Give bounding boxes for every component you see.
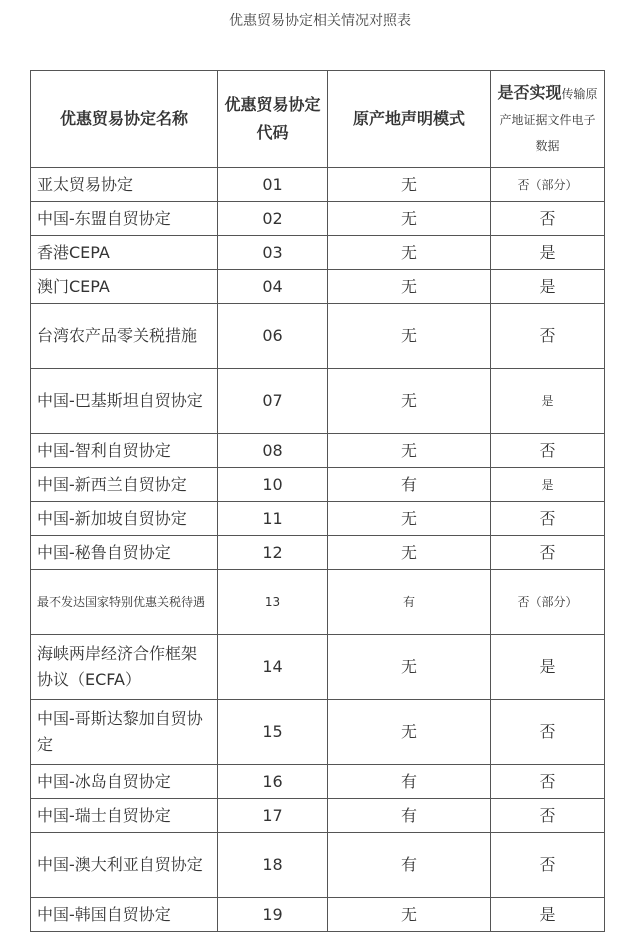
table-row — [31, 369, 605, 434]
table-row — [31, 700, 605, 765]
table-row — [31, 468, 605, 502]
electronic-data-cell: 是 — [491, 236, 605, 270]
agreement-name-cell: 中国-澳大利亚自贸协定 — [31, 833, 218, 898]
agreement-code-cell: 16 — [218, 765, 328, 799]
page-title: 优惠贸易协定相关情况对照表 — [229, 13, 411, 29]
electronic-data-cell: 否 — [491, 502, 605, 536]
electronic-data-cell: 是 — [491, 369, 605, 434]
declaration-mode-cell: 无 — [328, 502, 491, 536]
electronic-data-cell: 是 — [491, 468, 605, 502]
declaration-mode-cell: 无 — [328, 202, 491, 236]
electronic-data-cell: 否 — [491, 202, 605, 236]
electronic-data-cell: 是 — [491, 635, 605, 700]
electronic-data-cell: 否（部分） — [491, 168, 605, 202]
agreement-name-cell: 中国-冰岛自贸协定 — [31, 765, 218, 799]
electronic-data-cell: 否 — [491, 765, 605, 799]
electronic-data-cell: 否（部分） — [491, 570, 605, 635]
agreement-code-cell: 18 — [218, 833, 328, 898]
declaration-mode-cell: 无 — [328, 536, 491, 570]
agreement-name-cell: 亚太贸易协定 — [31, 168, 218, 202]
table-row — [31, 898, 605, 932]
agreement-name-cell: 香港CEPA — [31, 236, 218, 270]
agreement-code-cell: 01 — [218, 168, 328, 202]
header-electronic-data-rest: 传输原产地证据文件电子数据 — [499, 86, 598, 153]
electronic-data-cell: 否 — [491, 304, 605, 369]
electronic-data-cell: 否 — [491, 799, 605, 833]
agreement-code-cell: 08 — [218, 434, 328, 468]
agreement-code-cell: 03 — [218, 236, 328, 270]
agreement-code-cell: 11 — [218, 502, 328, 536]
agreement-code-cell: 06 — [218, 304, 328, 369]
table-row — [31, 202, 605, 236]
table-row — [31, 536, 605, 570]
declaration-mode-cell: 无 — [328, 270, 491, 304]
agreement-name-cell: 最不发达国家特别优惠关税待遇 — [31, 570, 218, 635]
electronic-data-cell: 否 — [491, 434, 605, 468]
table-row — [31, 434, 605, 468]
table-row — [31, 833, 605, 898]
electronic-data-cell: 是 — [491, 898, 605, 932]
agreement-code-cell: 10 — [218, 468, 328, 502]
agreement-name-cell: 澳门CEPA — [31, 270, 218, 304]
agreement-name-cell: 中国-巴基斯坦自贸协定 — [31, 369, 218, 434]
agreement-code-cell: 13 — [218, 570, 328, 635]
electronic-data-cell: 否 — [491, 833, 605, 898]
agreement-name-cell: 海峡两岸经济合作框架协议（ECFA） — [31, 635, 218, 700]
table-row — [31, 765, 605, 799]
agreement-code-cell: 12 — [218, 536, 328, 570]
agreement-name-cell: 中国-新西兰自贸协定 — [31, 468, 218, 502]
electronic-data-cell: 是 — [491, 270, 605, 304]
declaration-mode-cell: 有 — [328, 833, 491, 898]
agreement-code-cell: 02 — [218, 202, 328, 236]
agreement-code-cell: 14 — [218, 635, 328, 700]
table-row — [31, 168, 605, 202]
declaration-mode-cell: 无 — [328, 304, 491, 369]
agreement-name-cell: 中国-智利自贸协定 — [31, 434, 218, 468]
agreement-name-cell: 中国-新加坡自贸协定 — [31, 502, 218, 536]
agreement-code-cell: 07 — [218, 369, 328, 434]
agreement-name-cell: 台湾农产品零关税措施 — [31, 304, 218, 369]
agreement-name-cell: 中国-瑞士自贸协定 — [31, 799, 218, 833]
electronic-data-cell: 否 — [491, 700, 605, 765]
agreement-code-cell: 17 — [218, 799, 328, 833]
agreement-name-cell: 中国-韩国自贸协定 — [31, 898, 218, 932]
table-row — [31, 570, 605, 635]
agreement-code-cell: 19 — [218, 898, 328, 932]
table-row — [31, 270, 605, 304]
agreement-code-cell: 04 — [218, 270, 328, 304]
header-agreement-name: 优惠贸易协定名称 — [31, 71, 218, 168]
header-declaration-mode: 原产地声明模式 — [328, 71, 491, 168]
electronic-data-cell: 否 — [491, 536, 605, 570]
header-electronic-data-strong: 是否实现 — [497, 82, 562, 102]
table-header-row — [31, 71, 605, 168]
table-row — [31, 304, 605, 369]
declaration-mode-cell: 有 — [328, 468, 491, 502]
declaration-mode-cell: 有 — [328, 765, 491, 799]
declaration-mode-cell: 无 — [328, 168, 491, 202]
declaration-mode-cell: 无 — [328, 236, 491, 270]
declaration-mode-cell: 有 — [328, 799, 491, 833]
agreements-table — [30, 70, 605, 932]
table-row — [31, 236, 605, 270]
header-electronic-data — [491, 71, 605, 168]
agreement-name-cell: 中国-哥斯达黎加自贸协定 — [31, 700, 218, 765]
declaration-mode-cell: 无 — [328, 635, 491, 700]
table-row — [31, 502, 605, 536]
agreement-name-cell: 中国-东盟自贸协定 — [31, 202, 218, 236]
header-agreement-code: 优惠贸易协定代码 — [218, 71, 328, 168]
declaration-mode-cell: 无 — [328, 369, 491, 434]
table-row — [31, 799, 605, 833]
agreement-name-cell: 中国-秘鲁自贸协定 — [31, 536, 218, 570]
declaration-mode-cell: 有 — [328, 570, 491, 635]
agreement-code-cell: 15 — [218, 700, 328, 765]
table-row — [31, 635, 605, 700]
declaration-mode-cell: 无 — [328, 434, 491, 468]
declaration-mode-cell: 无 — [328, 700, 491, 765]
declaration-mode-cell: 无 — [328, 898, 491, 932]
